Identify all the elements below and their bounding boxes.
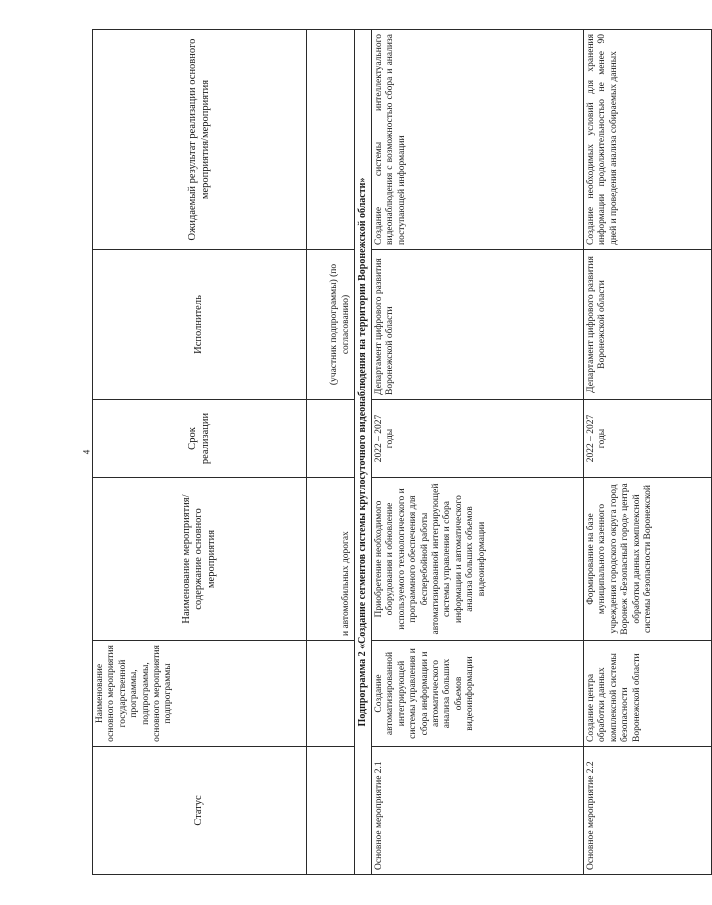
row-1-event: Приобретение необходимого оборудования и обновление используемого технологического и программного обеспечения для бесперебойной работы автоматизированной интегрирующей системы управления и сбора информации и автоматического анализа больших объемов видеоинформации: [372, 478, 584, 641]
subprogram-row: [355, 30, 372, 875]
cont-name: [307, 641, 355, 747]
row-2-result: Создание необходимых условий для хранения информации продолжительностью не менее 90 дней и проведения анализа собираемых данных: [584, 30, 712, 250]
subprogram-title: Подпрограмма 2 «Создание сегментов системы круглосуточного видеонаблюдения на территории Воронежской области»: [355, 30, 372, 875]
row-1-period: 2022 – 2027 годы: [372, 400, 584, 478]
cont-executor: (участник подпрограммы) (по согласованию): [307, 250, 355, 400]
continuation-row: [307, 30, 355, 875]
cont-result: [307, 30, 355, 250]
cont-status: [307, 747, 355, 875]
header-period: Срок реализации: [93, 400, 307, 478]
row-1-executor: Департамент цифрового развития Воронежской области: [372, 250, 584, 400]
header-program-name: Наименование основного мероприятия государственной программы, подпрограммы, основного мероприятия подпрограммы: [93, 641, 307, 747]
cont-event: и автомобильных дорогах: [307, 478, 355, 641]
header-status: Статус: [93, 747, 307, 875]
table-row: [584, 30, 712, 875]
header-event-name: Наименование мероприятия/содержание основного мероприятия: [93, 478, 307, 641]
table-header-row: [93, 30, 307, 875]
rotated-page: [92, 30, 653, 875]
header-result: Ожидаемый результат реализации основного мероприятия/мероприятия: [93, 30, 307, 250]
row-2-event: Формирование на базе муниципального казенного учреждения городского округа город Воронеж «Безопасный город» центра обработки данных комплексной системы безопасности Воронежской: [584, 478, 712, 641]
row-1-name: Создание автоматизированной интегрирующей системы управления и сбора информации и автоматического анализа больших объемов видеоинформации: [372, 641, 584, 747]
row-2-period: 2022 – 2027 годы: [584, 400, 712, 478]
cont-period: [307, 400, 355, 478]
page-number: 4: [81, 449, 92, 455]
header-executor: Исполнитель: [93, 250, 307, 400]
row-1-status: Основное мероприятие 2.1: [372, 747, 584, 875]
row-2-executor: Департамент цифрового развития Воронежской области: [584, 250, 712, 400]
row-1-result: Создание системы интеллектуального видеонаблюдения с возможностью сбора и анализа поступающей информации: [372, 30, 584, 250]
table-row: [372, 30, 584, 875]
row-2-name: Создание центра обработки данных комплексной системы безопасности Воронежской области: [584, 641, 712, 747]
row-2-status: Основное мероприятие 2.2: [584, 747, 712, 875]
program-table: [92, 29, 712, 875]
